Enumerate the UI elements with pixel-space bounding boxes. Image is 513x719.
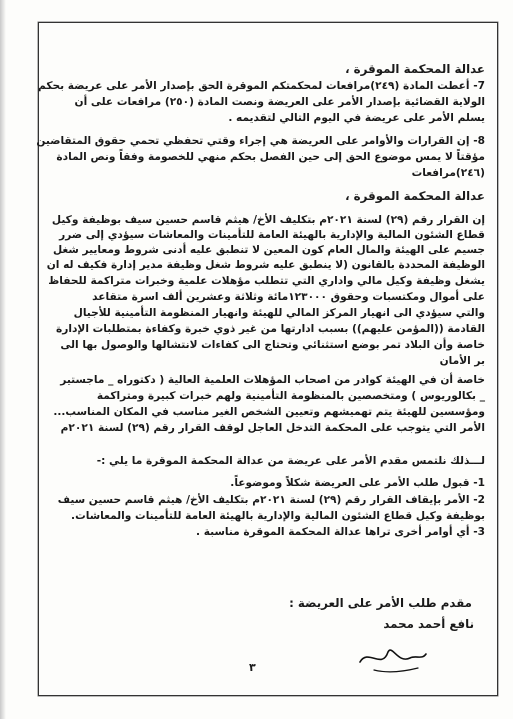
section-heading: عدالة المحكمة الموقرة ، bbox=[345, 62, 485, 76]
main-paragraph-line: يشغل وظيفة وكيل مالي واداري التي تتطلب مؤهلات علمية وخبرات متراكمة للحفاظ bbox=[48, 275, 485, 287]
paragraph-7-line: 7- أعطت المادة (٢٤٩)مرافعات لمحكمتكم الموقرة الحق بإصدار الأمر على عريضة بحكم bbox=[38, 80, 485, 92]
request-item: 1- قبول طلب الأمر على العريضة شكلاً وموضوعاً. bbox=[230, 477, 485, 489]
paragraph-7-line: يسلم الأمر على عريضة في اليوم التالي لتقديمه . bbox=[228, 112, 485, 124]
signatory-title: مقدم طلب الأمر على العريضة : bbox=[289, 596, 472, 610]
request-item: بوظيفة وكيل قطاع الشئون المالية والإدارية بالهيئة العامة للتأمينات والمعاشات. bbox=[71, 510, 485, 522]
cadres-paragraph-line: ومؤسسين للهيئة يتم تهميشهم وتعيين الشخص الغير مناسب في المكان المناسب... bbox=[53, 406, 485, 418]
main-paragraph-line: الوظيفة المحددة بالقانون (لا ينطبق عليه شروط شغل وظيفة مدير إدارة فكيف له ان bbox=[46, 259, 485, 271]
paragraph-8-line: (٢٤٦)مرافعات bbox=[411, 167, 485, 179]
scan-edge-shadow bbox=[0, 0, 6, 719]
main-paragraph-line: على أموال ومكتسبات وحقوق ١٢٣٠٠٠مائة وثلاثة وعشرين ألف اسرة متقاعد bbox=[92, 291, 485, 303]
cadres-paragraph-line: _ بكالوريوس ) ومتخصصين بالمنظومة التأمينية ولهم خبرات كبيرة ومتراكمة bbox=[96, 390, 485, 402]
paragraph-7-line: الولاية القضائية بإصدار الأمر على العريضة ونصت المادة (٢٥٠) مرافعات على أن bbox=[74, 96, 485, 108]
cadres-paragraph-line: الأمر التي يتوجب على المحكمة التدخل العاجل لوقف القرار رقم (٢٩) لسنة ٢٠٢١م bbox=[60, 422, 485, 434]
signatory-name: نافع أحمد محمد bbox=[383, 617, 474, 631]
request-item: 3- أي أوامر أخرى تراها عدالة المحكمة الموقرة مناسبة . bbox=[196, 526, 485, 538]
main-paragraph-line: إن القرار رقم (٢٩) لسنة ٢٠٢١م بتكليف الأخ/ هيثم قاسم حسين سيف بوظيفة وكيل bbox=[51, 214, 485, 226]
request-intro: لـــذلك نلتمس مقدم الأمر على عريضة من عدالة المحكمة الموقرة ما يلي :- bbox=[96, 455, 485, 467]
request-item: 2- الأمر بإيقاف القرار رقم (٢٩) لسنة ٢٠٢١م بتكليف الأخ/ هيثم قاسم حسين سيف bbox=[57, 494, 485, 506]
page-number: ٣ bbox=[249, 661, 256, 674]
main-paragraph-line: والتي سيؤدي الى انهيار المركز المالي للهيئة وانهيار المنظومة التأمينية للأجيال bbox=[73, 307, 485, 319]
main-paragraph-line: جسيم على الهيئة والمال العام كون المعين لا تنطبق عليه أدنى شروط ومعايير شغل bbox=[52, 244, 485, 256]
main-paragraph-line: بر الأمان bbox=[439, 355, 485, 367]
paragraph-8-line: مؤقتاً لا يمس موضوع الحق إلى حين الفصل بحكم منهي للخصومة وفقاً ونص المادة bbox=[56, 151, 485, 163]
paragraph-8-line: 8- إن القرارات والأوامر على العريضة هي إجراء وقتي تحفظي تحمي حقوق المتقاضين bbox=[36, 135, 485, 147]
main-paragraph-line: قطاع الشئون المالية والإدارية بالهيئة العامة للتأمينات والمعاشات سيؤدي إلى ضرر bbox=[59, 229, 485, 241]
handwritten-signature bbox=[352, 640, 432, 676]
main-paragraph-line: خاصة وأن البلاد تمر بوضع استثنائي وتحتاج الى كفاءات لانتشالها والوصول بها الى bbox=[60, 339, 485, 351]
main-paragraph-line: القادمة ((المؤمن عليهم)) بسبب ادارتها من غير ذوي خبرة وكفاءة بمتطلبات الإدارة bbox=[56, 323, 485, 335]
cadres-paragraph-line: خاصة أن في الهيئة كوادر من اصحاب المؤهلات العلمية العالية ( دكتوراه _ ماجستير bbox=[60, 374, 485, 386]
section-heading: عدالة المحكمة الموقرة ، bbox=[345, 189, 485, 203]
